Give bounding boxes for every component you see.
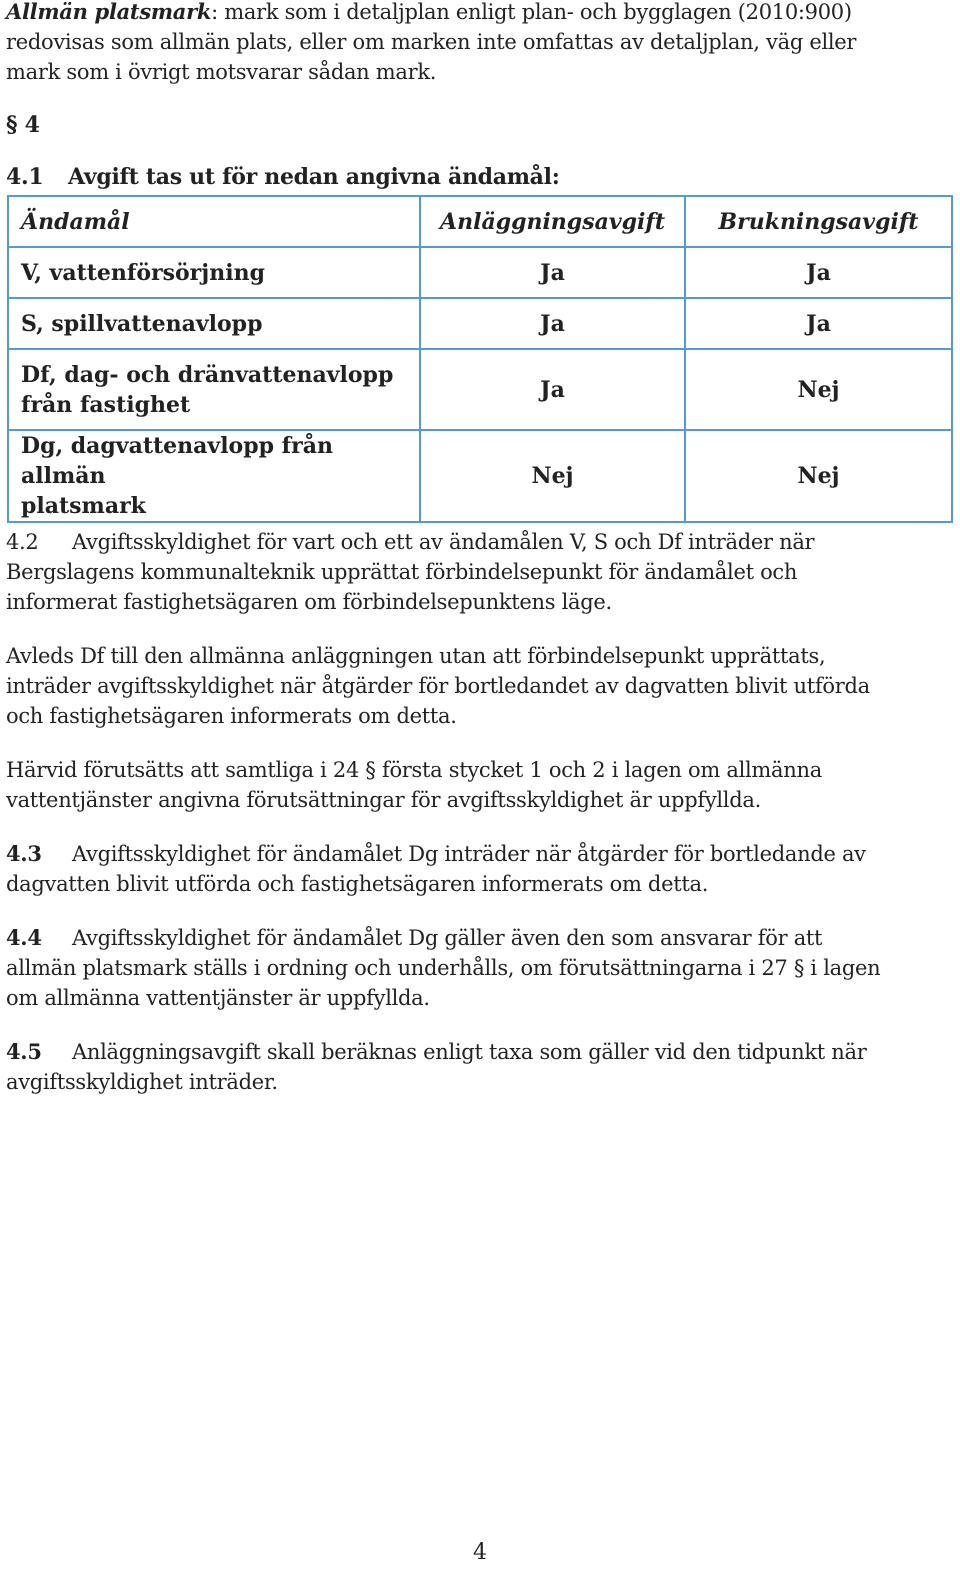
purpose-cell [8, 430, 420, 522]
definition-text-2: redovisas som allmän plats, eller om marken inte omfattas av detaljplan, väg eller [6, 30, 857, 54]
clause-4-2 [6, 527, 936, 617]
clause-4-1-line [6, 162, 936, 192]
section-heading: § 4 [6, 112, 40, 138]
purpose-line-2: från fastighet [21, 391, 191, 418]
clause-4-5-text-2: avgiftsskyldighet inträder. [6, 1070, 278, 1094]
installation-fee-cell: Ja [420, 298, 685, 349]
definition-term: Allmän platsmark [6, 0, 212, 24]
purpose-line-1: V, vattenförsörjning [21, 259, 265, 286]
clause-4-4-text-3: om allmänna vattentjänster är uppfyllda. [6, 986, 430, 1010]
clause-4-4 [6, 923, 936, 1013]
clause-4-2-text-1: Avgiftsskyldighet för vart och ett av ändamålen V, S och Df inträder när [72, 530, 815, 554]
usage-fee-cell: Ja [685, 298, 952, 349]
clause-number: 4.5 [6, 1039, 42, 1064]
column-header-purpose: Ändamål [8, 196, 420, 247]
df-text-1: Avleds Df till den allmänna anläggningen utan att förbindelsepunkt upprättats, [6, 644, 826, 668]
clause-4-5-line-1 [6, 1037, 936, 1067]
harvid-paragraph [6, 755, 936, 815]
clause-4-3 [6, 839, 936, 899]
purpose-cell [8, 247, 420, 298]
df-text-2: inträder avgiftsskyldighet när åtgärder för bortledandet av dagvatten blivit utförda [6, 674, 870, 698]
definition-text-3: mark som i övrigt motsvarar sådan mark. [6, 60, 437, 84]
purpose-cell [8, 349, 420, 430]
table-row [8, 247, 952, 298]
clause-4-2-text-3: informerat fastighetsägaren om förbindelsepunktens läge. [6, 590, 612, 614]
clause-4-4-text-1: Avgiftsskyldighet för ändamålet Dg gäller även den som ansvarar för att [72, 926, 823, 950]
df-paragraph [6, 641, 936, 731]
purpose-line-1: Df, dag- och dränvattenavlopp [21, 361, 394, 388]
clause-4-4-text-2: allmän platsmark ställs i ordning och underhålls, om förutsättningarna i 27 § i lagen [6, 956, 881, 980]
usage-fee-cell: Nej [685, 349, 952, 430]
clause-number: 4.1 [6, 164, 44, 190]
clause-number: 4.2 [6, 530, 39, 554]
clause-4-4-line-1 [6, 923, 936, 953]
clause-4-5 [6, 1037, 936, 1097]
clause-number: 4.4 [6, 925, 42, 950]
installation-fee-cell: Ja [420, 247, 685, 298]
purpose-line-1: S, spillvattenavlopp [21, 310, 263, 337]
table-row [8, 349, 952, 430]
table-row [8, 298, 952, 349]
definition-line-1 [6, 0, 936, 27]
usage-fee-cell: Nej [685, 430, 952, 522]
harvid-text-1: Härvid förutsätts att samtliga i 24 § första stycket 1 och 2 i lagen om allmänna [6, 758, 822, 782]
df-text-3: och fastighetsägaren informerats om detta. [6, 704, 457, 728]
clause-4-3-text-2: dagvatten blivit utförda och fastighetsägaren informerats om detta. [6, 872, 709, 896]
clause-4-5-text-1: Anläggningsavgift skall beräknas enligt taxa som gäller vid den tidpunkt när [72, 1040, 867, 1064]
definition-text-1: : mark som i detaljplan enligt plan- och bygglagen (2010:900) [211, 0, 852, 24]
column-header-installation-fee: Anläggningsavgift [420, 196, 685, 247]
column-header-usage-fee: Brukningsavgift [685, 196, 952, 247]
clause-4-1-heading [6, 162, 936, 192]
definition-paragraph [6, 0, 936, 87]
fee-table [7, 195, 953, 523]
clause-number: 4.3 [6, 841, 42, 866]
installation-fee-cell: Ja [420, 349, 685, 430]
clause-4-1-text: Avgift tas ut för nedan angivna ändamål: [68, 164, 560, 190]
table-header-row [8, 196, 952, 247]
table-row [8, 430, 952, 522]
clause-4-2-line-1 [6, 527, 936, 557]
harvid-text-2: vattentjänster angivna förutsättningar för avgiftsskyldighet är uppfyllda. [6, 788, 761, 812]
purpose-line-1: Dg, dagvattenavlopp från allmän [21, 433, 333, 489]
purpose-cell [8, 298, 420, 349]
purpose-line-2: platsmark [21, 493, 146, 519]
page-number: 4 [473, 1540, 487, 1565]
clause-4-2-text-2: Bergslagens kommunalteknik upprättat förbindelsepunkt för ändamålet och [6, 560, 798, 584]
clause-4-3-text-1: Avgiftsskyldighet för ändamålet Dg inträder när åtgärder för bortledande av [72, 842, 866, 866]
installation-fee-cell: Nej [420, 430, 685, 522]
usage-fee-cell: Ja [685, 247, 952, 298]
clause-4-3-line-1 [6, 839, 936, 869]
